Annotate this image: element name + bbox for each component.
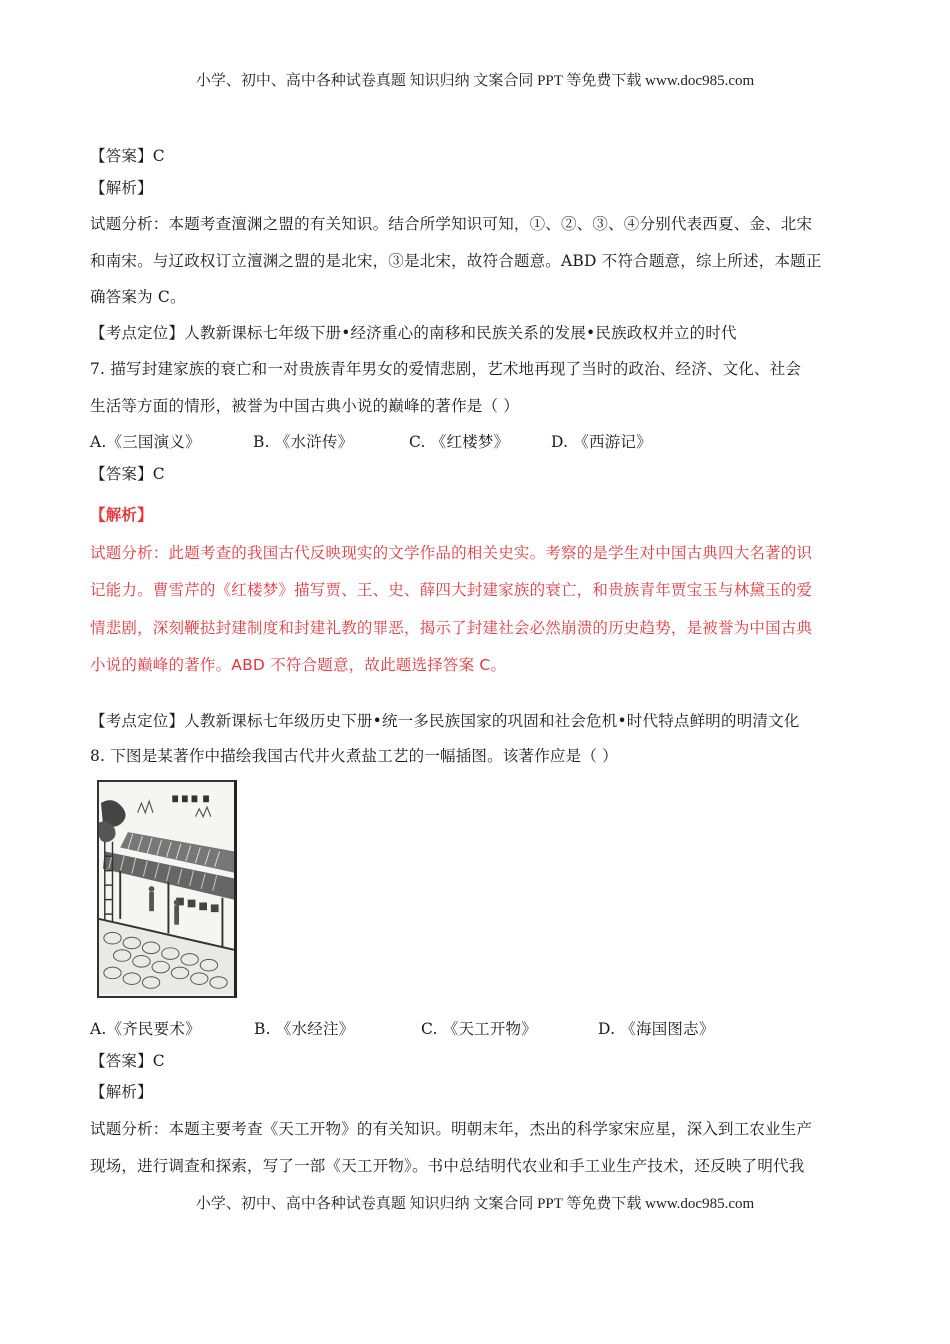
q6-analysis-line-1: 试题分析：本题考查澶渊之盟的有关知识。结合所学知识可知，①、②、③、④分别代表西夏、金、北宋 bbox=[90, 215, 813, 233]
q7-stem-line-2: 生活等方面的情形，被誉为中国古典小说的巅峰的著作是（ ） bbox=[90, 397, 520, 415]
well-fire-salt-illustration-icon bbox=[99, 782, 234, 996]
q7-stem-line-1: 7. 描写封建家族的衰亡和一对贵族青年男女的爱情悲剧，艺术地再现了当时的政治、经济、文化、社会 bbox=[90, 360, 802, 378]
q6-kaodian: 【考点定位】人教新课标七年级下册•经济重心的南移和民族关系的发展•民族政权并立的时代 bbox=[90, 324, 737, 342]
q8-illustration bbox=[97, 780, 237, 998]
q8-analysis-line-1: 试题分析：本题主要考查《天工开物》的有关知识。明朝末年，杰出的科学家宋应星，深入到工农业生产 bbox=[90, 1120, 813, 1138]
q7-answer: 【答案】C bbox=[90, 465, 165, 483]
q8-options bbox=[90, 1017, 715, 1039]
q7-option-c: C. 《红楼梦》 bbox=[409, 433, 510, 451]
q8-stem: 8. 下图是某著作中描绘我国古代井火煮盐工艺的一幅插图。该著作应是（ ） bbox=[90, 747, 618, 765]
q8-analysis-line-2: 现场，进行调查和探索，写了一部《天工开物》。书中总结明代农业和手工业生产技术，还反映了明代我 bbox=[90, 1157, 805, 1175]
q8-analysis-heading: 【解析】 bbox=[90, 1083, 153, 1101]
q7-option-b: B. 《水浒传》 bbox=[253, 433, 354, 451]
q6-analysis-line-3: 确答案为 C。 bbox=[90, 288, 186, 306]
q7-analysis-line-2: 记能力。曹雪芹的《红楼梦》描写贾、王、史、薛四大封建家族的衰亡，和贵族青年贾宝玉与林黛玉的爱 bbox=[90, 581, 813, 599]
q6-answer: 【答案】C bbox=[90, 147, 165, 165]
q7-option-d: D. 《西游记》 bbox=[551, 433, 652, 451]
q7-analysis-line-3: 情悲剧，深刻鞭挞封建制度和封建礼教的罪恶，揭示了封建社会必然崩溃的历史趋势，是被誉为中国古典 bbox=[90, 619, 813, 637]
page-header: 小学、初中、高中各种试卷真题 知识归纳 文案合同 PPT 等免费下载 www.doc985.com bbox=[195, 73, 755, 89]
q8-option-a: A.《齐民要术》 bbox=[90, 1020, 201, 1038]
q6-analysis-line-2: 和南宋。与辽政权订立澶渊之盟的是北宋，③是北宋，故符合题意。ABD 不符合题意，综上所述，本题正 bbox=[90, 252, 822, 270]
q7-analysis-heading: 【解析】 bbox=[90, 506, 153, 524]
q7-option-a: A.《三国演义》 bbox=[90, 433, 201, 451]
q7-kaodian: 【考点定位】人教新课标七年级历史下册•统一多民族国家的巩固和社会危机•时代特点鲜明的明清文化 bbox=[90, 712, 800, 730]
page-footer: 小学、初中、高中各种试卷真题 知识归纳 文案合同 PPT 等免费下载 www.doc985.com bbox=[195, 1196, 755, 1212]
q7-analysis-line-1: 试题分析：此题考查的我国古代反映现实的文学作品的相关史实。考察的是学生对中国古典四大名著的识 bbox=[90, 544, 813, 562]
q8-option-c: C. 《天工开物》 bbox=[421, 1020, 537, 1038]
q7-analysis-line-4: 小说的巅峰的著作。ABD 不符合题意，故此题选择答案 C。 bbox=[90, 656, 507, 674]
q6-analysis-heading: 【解析】 bbox=[90, 179, 153, 197]
q8-option-b: B. 《水经注》 bbox=[254, 1020, 355, 1038]
q7-options bbox=[90, 430, 652, 452]
q8-option-d: D. 《海国图志》 bbox=[598, 1020, 715, 1038]
q8-answer: 【答案】C bbox=[90, 1052, 165, 1070]
